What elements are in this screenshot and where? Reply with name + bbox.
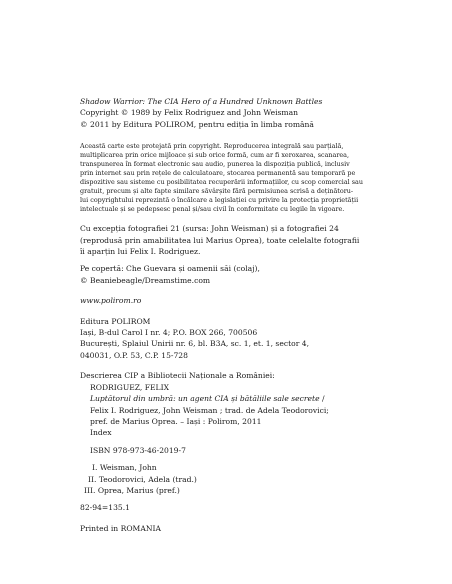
legal-notice-line: multiplicarea prin orice mijloace și sub orice formă, cum ar fi xeroxarea, scanarea, (80, 151, 350, 160)
cip-title-line (90, 393, 380, 404)
legal-notice-line: dispozitive sau sisteme cu posibilitatea recuperării informațiilor, cu scop comercial sau (80, 178, 363, 187)
cover-credits-line: © Beaniebeagle/Dreamstime.com (80, 275, 211, 285)
cip-block (80, 382, 380, 456)
isbn: ISBN 978-973-46-2019-7 (90, 445, 186, 455)
cip-entry: II. Teodorovici, Adela (trad.) (88, 474, 197, 484)
copyright-romanian: © 2011 by Editura POLIROM, pentru ediția în limba română (80, 119, 314, 129)
legal-notice-line: gratuit, precum și alte fapte similare săvârșite fără permisiunea scrisă a deținătoru- (80, 187, 354, 196)
cip-description (80, 370, 380, 513)
cip-line: Index (90, 428, 112, 438)
colophon-page (80, 96, 380, 534)
classification-code: 82-94=135.1 (80, 503, 130, 513)
publisher-address (80, 316, 380, 362)
copyright-english: Copyright © 1989 by Felix Rodriguez and John Weisman (80, 108, 299, 118)
cip-entry: I. Weisman, John (92, 463, 157, 473)
photo-credits-line: Cu excepția fotografiei 21 (sursa: John Weisman) și a fotografiei 24 (80, 224, 339, 234)
legal-notice (80, 142, 380, 214)
cip-title-separator: / (319, 394, 325, 404)
photo-credits-line: îi aparțin lui Felix I. Rodriguez. (80, 247, 201, 257)
photo-credits-line: (reprodusă prin amabilitatea lui Marius Oprea), toate celelalte fotografii (80, 235, 360, 245)
cip-title: Luptătorul din umbră: un agent CIA și bătăliile sale secrete (90, 394, 320, 404)
cip-line: Felix I. Rodriguez, John Weisman ; trad. de Adela Teodorovici; (90, 405, 329, 415)
legal-notice-line: lui copyrightului reprezintă o încălcare a legislației cu privire la protecția proprietății (80, 196, 359, 205)
legal-notice-line: Această carte este protejată prin copyright. Reproducerea integrală sau parțială, (80, 142, 344, 151)
legal-notice-line: transpunerea în format electronic sau audio, punerea la dispoziția publică, inclusiv (80, 160, 350, 169)
cover-credits (80, 263, 380, 286)
cover-credits-line: Pe copertă: Che Guevara și oamenii săi (colaj), (80, 264, 260, 274)
original-title: Shadow Warrior: The CIA Hero of a Hundred Unknown Battles (80, 97, 323, 106)
printed-in: Printed in ROMANIA (80, 523, 161, 533)
publisher-address-line: București, Splaiul Unirii nr. 6, bl. B3A, sc. 1, et. 1, sector 4, (80, 339, 309, 349)
publisher-website: www.polirom.ro (80, 296, 142, 306)
publisher-address-line: Iași, B-dul Carol I nr. 4; P.O. BOX 266, 700506 (80, 328, 258, 338)
cip-author: RODRIGUEZ, FELIX (90, 382, 169, 392)
legal-notice-line: intelectuale și se pedepsesc penal și/sau civil în conformitate cu legile în vigoare. (80, 205, 345, 214)
publisher-name: Editura POLIROM (80, 316, 151, 326)
cip-entries (80, 462, 380, 496)
cip-entry: III. Oprea, Marius (pref.) (84, 485, 180, 495)
cip-heading: Descrierea CIP a Bibliotecii Naționale a României: (80, 371, 275, 381)
cip-line: pref. de Marius Oprea. – Iași : Polirom, 2011 (90, 416, 262, 426)
photo-credits (80, 223, 380, 257)
legal-notice-line: prin internet sau prin rețele de calculatoare, stocarea permanentă sau temporară pe (80, 169, 356, 178)
publisher-address-line: 040031, O.P. 53, C.P. 15-728 (80, 350, 188, 360)
